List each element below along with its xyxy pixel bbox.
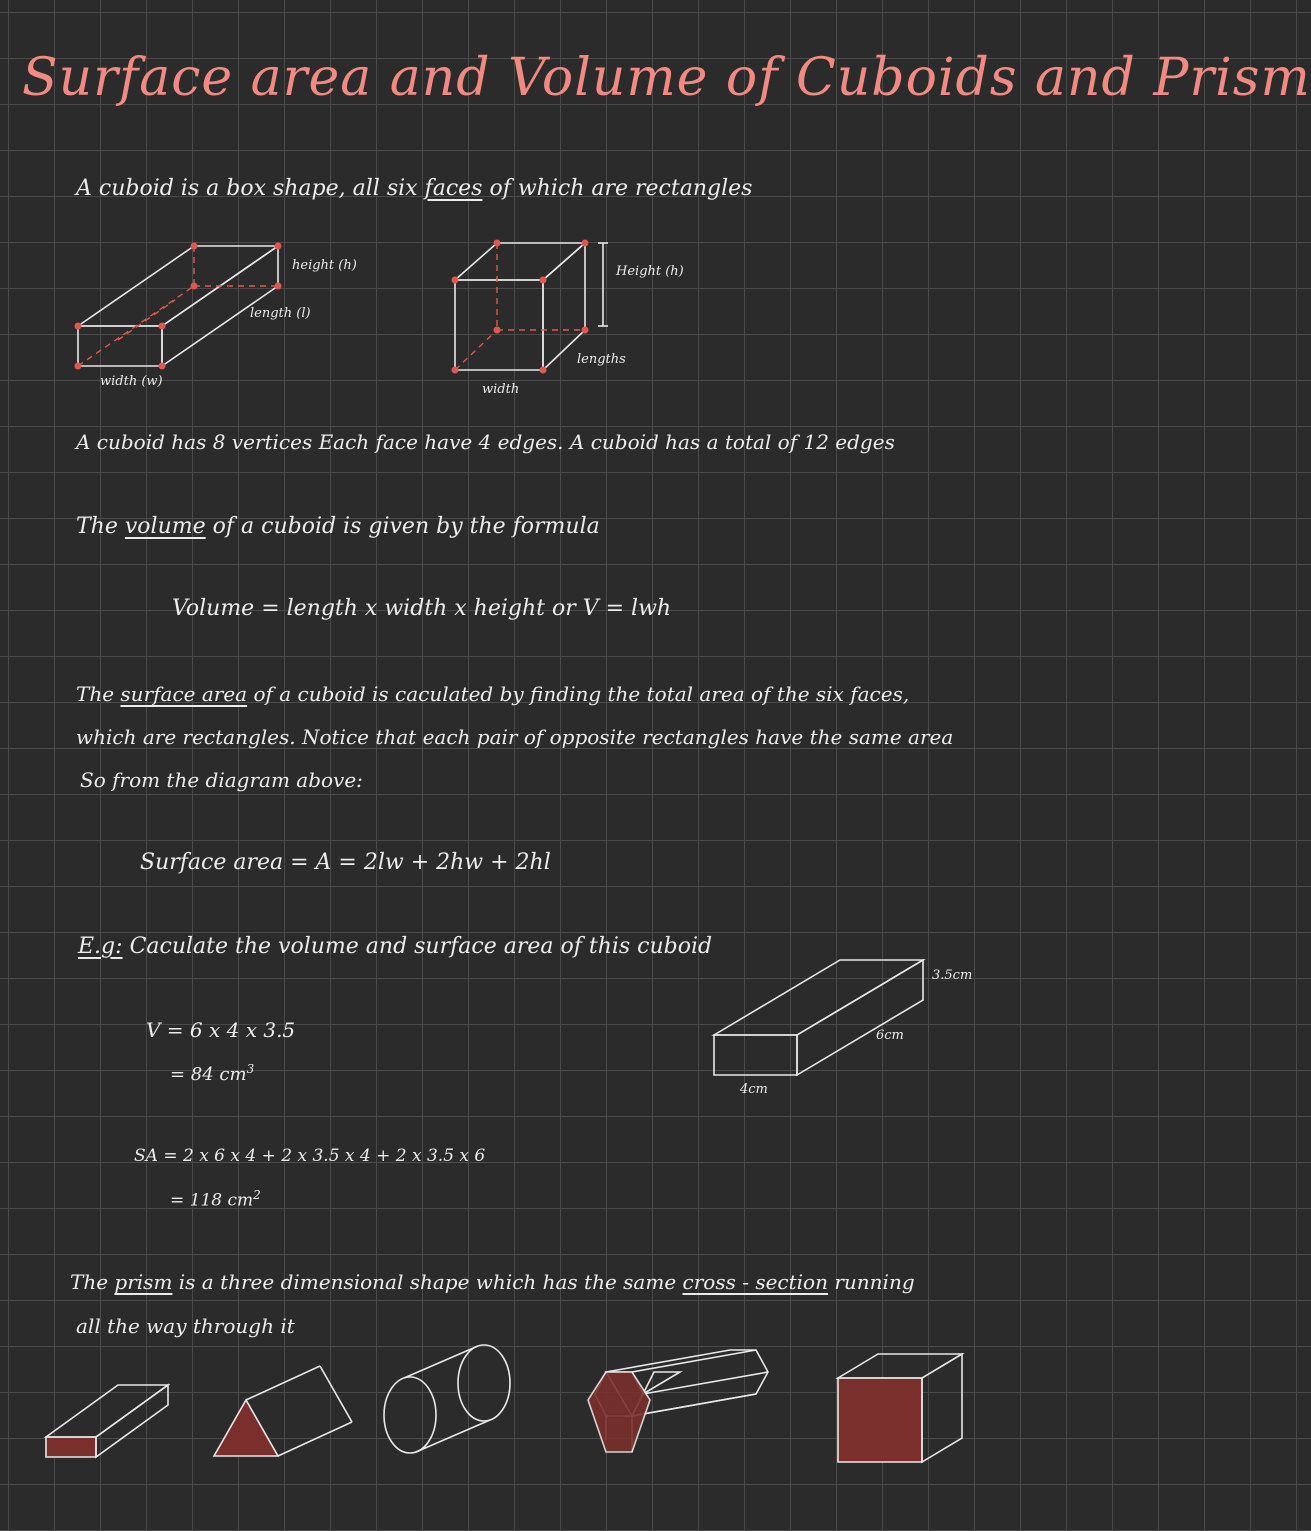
surface-para-post: of a cuboid is caculated by finding the total area of the six faces, [253, 682, 910, 706]
surface-para-pre: The [76, 682, 115, 706]
prism-para-post: running [834, 1270, 915, 1294]
intro-faces: faces [424, 176, 483, 201]
label-height-left: height (h) [292, 258, 357, 273]
example-sa-line2 [170, 1188, 261, 1211]
prism-para-line1 [70, 1270, 915, 1294]
volume-intro [76, 514, 600, 539]
intro-pre: A cuboid is a box shape, all six [76, 176, 418, 201]
prism-para-line2: all the way through it [76, 1314, 295, 1338]
right-cube-front [455, 280, 543, 370]
label-length-right: lengths [577, 352, 626, 367]
prism-shapes [46, 1345, 962, 1462]
surface-para-line1 [76, 682, 909, 706]
volume-intro-volume: volume [124, 514, 206, 539]
label-length-left: length (l) [250, 306, 311, 321]
label-width-left: width (w) [100, 374, 163, 389]
example-sa-line1: SA = 2 x 6 x 4 + 2 x 3.5 x 4 + 2 x 3.5 x 6 [134, 1146, 486, 1166]
example-label: E.g: [78, 934, 123, 959]
surface-para-term: surface area [120, 682, 248, 706]
sa-formula: Surface area = A = 2lw + 2hw + 2hl [140, 850, 551, 875]
intro-post: of which are rectangles [489, 176, 753, 201]
volume-intro-post: of a cuboid is given by the formula [212, 514, 600, 539]
example-dim-length: 6cm [876, 1028, 904, 1043]
vertices-line: A cuboid has 8 vertices Each face have 4 edges. A cuboid has a total of 12 edges [76, 430, 895, 454]
example-dim-width: 4cm [740, 1082, 768, 1097]
example-v-exp: 3 [246, 1062, 255, 1076]
example-v-line2 [170, 1062, 254, 1085]
example-sa-exp: 2 [253, 1188, 261, 1202]
example-dim-height: 3.5cm [932, 968, 973, 983]
prism-para-cross-section: cross - section [682, 1270, 828, 1294]
prism-para-term: prism [114, 1270, 173, 1294]
prism-para-pre: The [70, 1270, 109, 1294]
volume-intro-pre: The [76, 514, 118, 539]
left-cuboid-front [78, 326, 162, 366]
example-text: Caculate the volume and surface area of this cuboid [129, 934, 713, 959]
page-title: Surface area and Volume of Cuboids and Prism [22, 48, 1311, 108]
prism-para-mid: is a three dimensional shape which has the same [178, 1270, 677, 1294]
surface-para-line3: So from the diagram above: [80, 768, 363, 792]
example-line [78, 934, 712, 959]
example-cuboid [714, 960, 923, 1075]
right-cube-side [543, 243, 585, 370]
label-height-right: Height (h) [616, 264, 684, 279]
example-sa-value: = 118 cm [170, 1190, 254, 1211]
label-width-right: width [482, 382, 520, 397]
example-v-line1: V = 6 x 4 x 3.5 [146, 1018, 296, 1042]
volume-formula: Volume = length x width x height or V = lwh [172, 596, 672, 621]
example-v-value: = 84 cm [170, 1064, 247, 1085]
right-cube-top [455, 243, 585, 280]
surface-para-line2: which are rectangles. Notice that each pair of opposite rectangles have the same area [76, 725, 954, 749]
